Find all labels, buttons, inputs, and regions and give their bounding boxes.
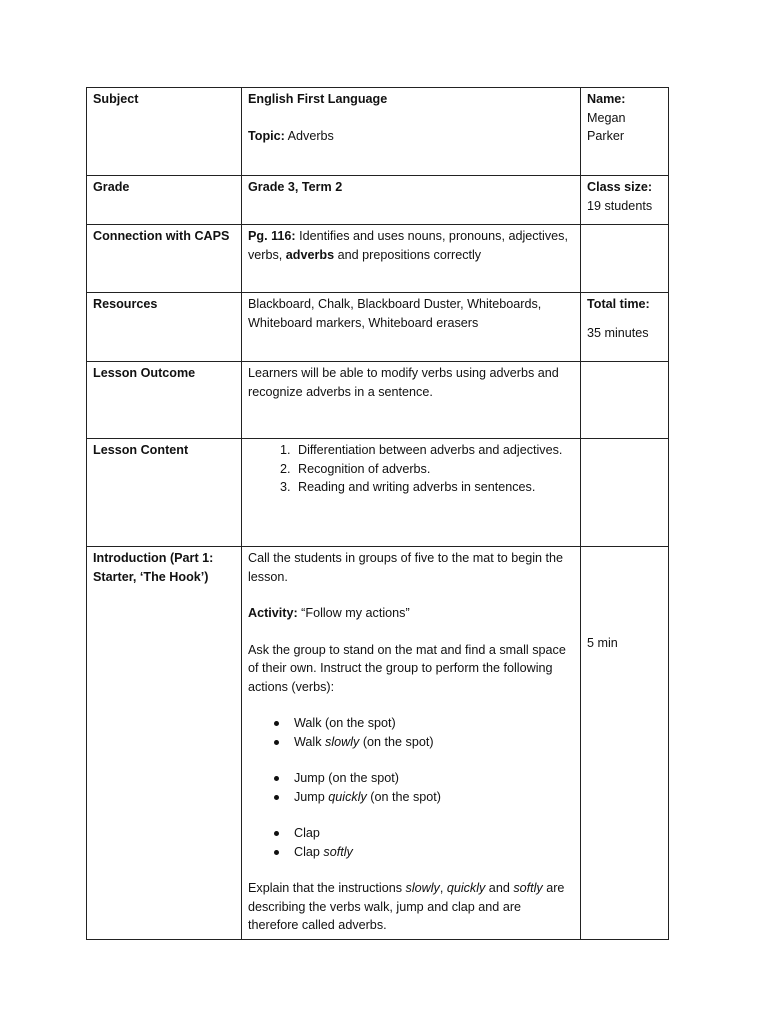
subject-label: Subject [93, 92, 139, 106]
intro-para2: Ask the group to stand on the mat and find a small space of their own. Instruct the group to perform the following actions (verbs): [248, 642, 566, 694]
activity-value: “Follow my actions” [297, 606, 410, 620]
outcome-label: Lesson Outcome [93, 366, 196, 380]
row-content [87, 439, 669, 547]
actions-list-jump [248, 769, 574, 806]
caps-text [248, 229, 568, 262]
total-time-cell [581, 293, 669, 362]
content-label: Lesson Content [93, 443, 189, 457]
class-size-label: Class size: [587, 180, 653, 194]
walk-slowly-a: Walk [294, 734, 326, 749]
action-jump: Jump (on the spot) [294, 769, 574, 788]
resources-value-cell [242, 293, 581, 362]
walk-slowly-adverb: slowly [325, 734, 360, 749]
row-caps [87, 225, 669, 293]
class-size-cell [581, 176, 669, 225]
row-resources [87, 293, 669, 362]
caps-label: Connection with CAPS [93, 229, 230, 243]
explain-adverb-softly: softly [513, 881, 543, 895]
walk-slowly-b: (on the spot) [359, 734, 434, 749]
row-grade [87, 176, 669, 225]
topic-value: Adverbs [284, 128, 334, 143]
content-empty-cell [581, 439, 669, 547]
content-value-cell [242, 439, 581, 547]
caps-bold-adverbs: adverbs [285, 247, 335, 262]
outcome-value-cell [242, 362, 581, 439]
grade-value-cell [242, 176, 581, 225]
jump-quickly-b: (on the spot) [366, 789, 442, 804]
grade-value: Grade 3, Term 2 [248, 180, 343, 194]
clap-softly-adverb: softly [323, 844, 353, 859]
resources-label-cell [87, 293, 242, 362]
intro-para1: Call the students in groups of five to the mat to begin the lesson. [248, 551, 564, 584]
name-cell [581, 88, 669, 176]
grade-label: Grade [93, 180, 130, 194]
actions-list-clap [248, 824, 574, 861]
explain-a: Explain that the instructions [248, 881, 406, 895]
subject-label-cell [87, 88, 242, 176]
action-walk-slowly [294, 733, 574, 752]
caps-label-cell [87, 225, 242, 293]
intro-label-paren: ) [204, 569, 209, 584]
actions-list-walk [248, 714, 574, 751]
topic-line [248, 127, 574, 146]
caps-text-a: Identifies and uses nouns, pronouns, adjectives, verbs, [248, 229, 568, 262]
intro-time: 5 min [587, 636, 618, 650]
outcome-value: Learners will be able to modify verbs using adverbs and recognize adverbs in a sentence. [248, 366, 559, 399]
intro-time-cell [581, 547, 669, 940]
row-introduction [87, 547, 669, 940]
intro-label-text: Introduction (Part 1: Starter, ‘The Hook’ [93, 551, 214, 584]
total-time-value: 35 minutes [587, 325, 649, 340]
outcome-empty-cell [581, 362, 669, 439]
name-label: Name: [587, 92, 626, 106]
caps-empty-cell [581, 225, 669, 293]
total-time-label: Total time: [587, 297, 650, 311]
intro-value-cell [242, 547, 581, 940]
grade-label-cell [87, 176, 242, 225]
intro-label [93, 551, 213, 584]
content-item: 2. Recognition of adverbs. [294, 460, 574, 479]
jump-quickly-adverb: quickly [328, 789, 367, 804]
outcome-label-cell [87, 362, 242, 439]
intro-explain [248, 879, 574, 935]
explain-b: are describing the verbs walk, jump and clap and are therefore called adverbs. [248, 881, 565, 932]
subject-value: English First Language [248, 92, 388, 106]
subject-value-cell [242, 88, 581, 176]
content-item: 3. Reading and writing adverbs in sentences. [294, 478, 574, 497]
explain-adverb-quickly: quickly [446, 881, 486, 895]
caps-value-cell [242, 225, 581, 293]
caps-text-b: and prepositions correctly [334, 247, 482, 262]
action-jump-quickly [294, 788, 574, 807]
resources-label: Resources [93, 297, 158, 311]
explain-adverb-slowly: slowly [405, 881, 440, 895]
row-subject [87, 88, 669, 176]
activity-label: Activity: [248, 606, 298, 620]
class-size-value: 19 students [587, 198, 653, 213]
row-outcome [87, 362, 669, 439]
content-label-cell [87, 439, 242, 547]
caps-ref: Pg. 116: [248, 229, 296, 243]
action-clap: Clap [294, 824, 574, 843]
activity-line [248, 604, 574, 623]
resources-value: Blackboard, Chalk, Blackboard Duster, Whiteboards, Whiteboard markers, Whiteboard erasers [248, 297, 542, 330]
content-list [248, 441, 574, 497]
name-value: Megan Parker [587, 110, 626, 143]
action-clap-softly [294, 843, 574, 862]
content-item: 1. Differentiation between adverbs and adjectives. [294, 441, 574, 460]
jump-quickly-a: Jump [294, 789, 329, 804]
clap-softly-a: Clap [294, 844, 324, 859]
explain-comma: , [439, 881, 447, 895]
topic-label: Topic: [248, 128, 285, 143]
lesson-plan-table [86, 87, 669, 940]
action-walk: Walk (on the spot) [294, 714, 574, 733]
explain-and: and [485, 881, 514, 895]
intro-label-cell [87, 547, 242, 940]
